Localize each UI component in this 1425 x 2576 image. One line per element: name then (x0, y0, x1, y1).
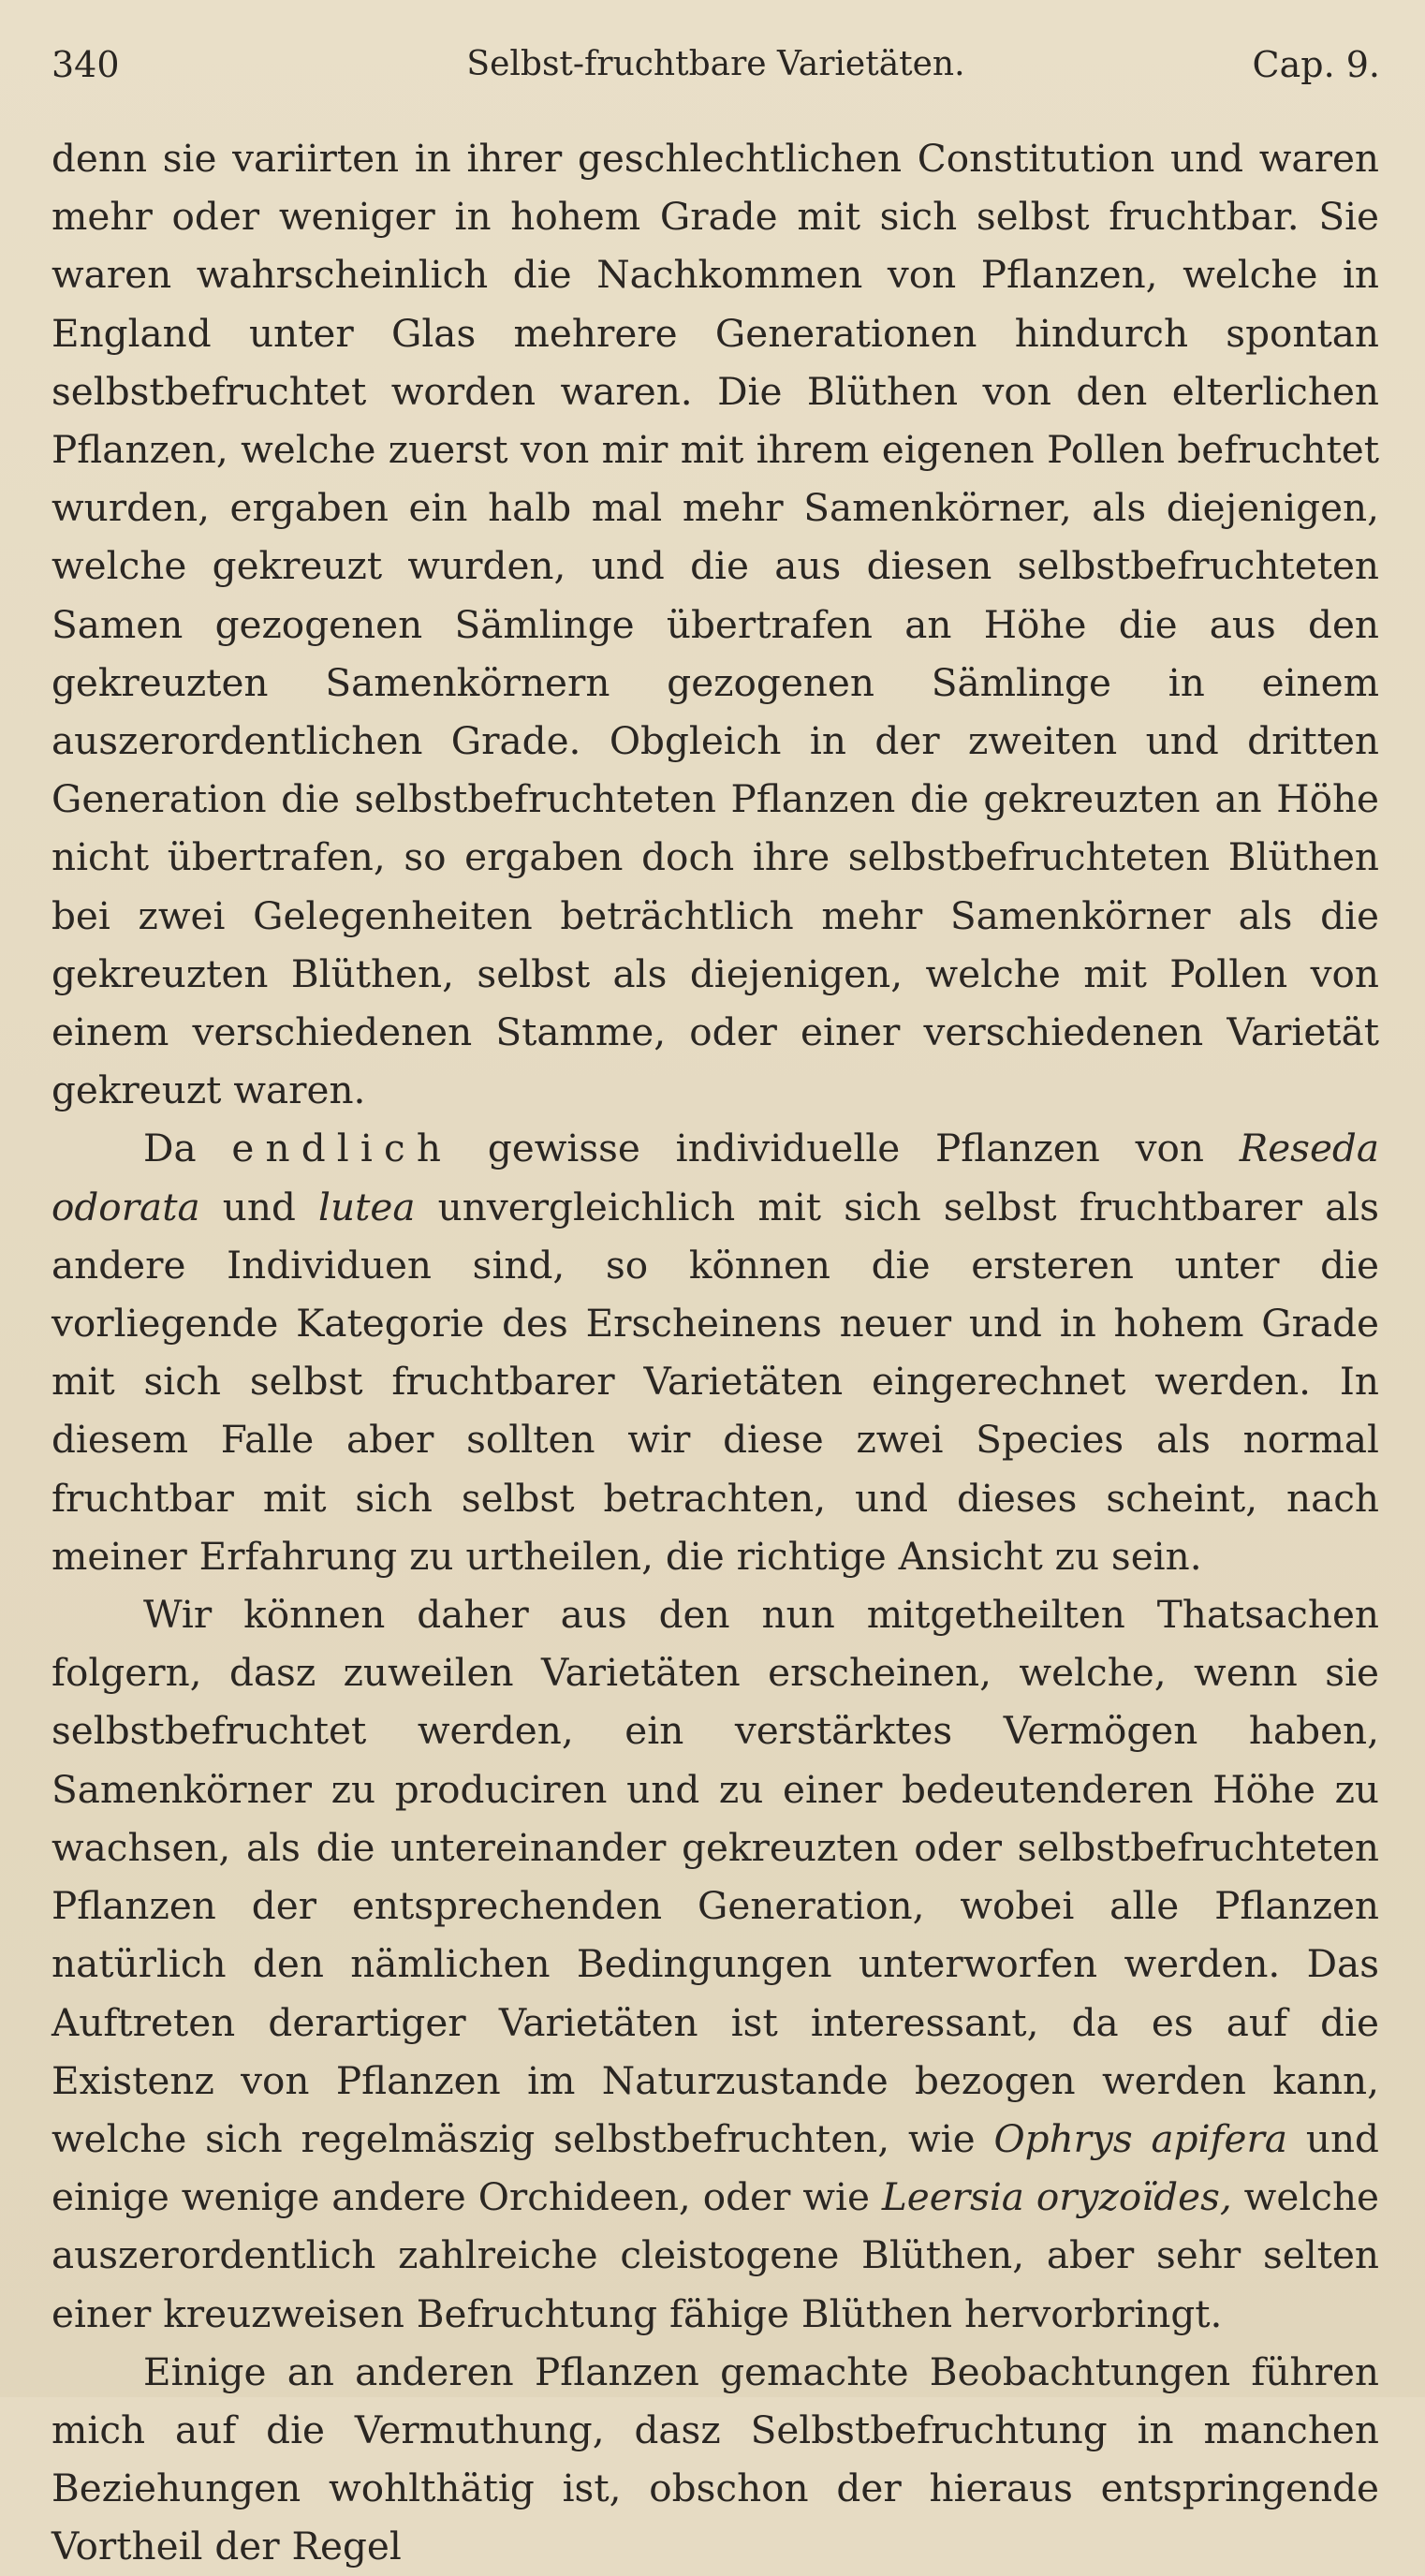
paragraph-1: denn sie variirten in ihrer geschlechtlichen Constitution und waren mehr oder weniger in hohem Grade mit sich selbst fruchtbar. Sie waren wahrscheinlich die Nachkommen von Pflanzen, welche in England unter Glas mehrere Generationen hindurch spontan selbstbefruchtet worden waren. Die Blüthen von den elterlichen Pflanzen, welche zuerst von mir mit ihrem eigenen Pollen befruchtet wurden, ergaben ein halb mal mehr Samenkörner, als diejenigen, welche gekreuzt wurden, und die aus diesen selbstbefruchteten Samen gezogenen Sämlinge übertrafen an Höhe die aus den gekreuzten Samenkörnern gezogenen Sämlinge in einem auszerordentlichen Grade. Obgleich in der zweiten und dritten Generation die selbstbefruchteten Pflanzen die gekreuzten an Höhe nicht übertrafen, so ergaben doch ihre selbstbefruchteten Blüthen bei zwei Gelegenheiten beträchtlich mehr Samenkörner als die gekreuzten Blüthen, selbst als diejenigen, welche mit Pollen von einem verschiedenen Stamme, oder einer verschiedenen Varietät gekreuzt waren. (51, 136, 1379, 1113)
species-name: Reseda odorata (51, 1126, 1379, 1229)
paragraph-4: Einige an anderen Pflanzen gemachte Beobachtungen führen mich auf die Vermuthung, dasz Selbstbefruchtung in manchen Beziehungen wohlthätig ist, obschon der hieraus entspringende Vortheil der Regel (51, 2348, 1379, 2569)
running-header (51, 41, 1380, 88)
emphasized-word: endlich (231, 1126, 453, 1171)
text-run: welche auszerordentlich zahlreiche cleistogene Blüthen, aber sehr selten einer kreuzweisen Befruchtung fähige Blüthen hervorbringt. (51, 2174, 1379, 2336)
text-run: Da (143, 1126, 232, 1171)
body-text (51, 129, 1379, 2576)
species-name: lutea (318, 1184, 416, 1229)
text-run: unvergleichlich mit sich selbst fruchtbarer als andere Individuen sind, so können die ersteren unter die vorliegende Kategorie des Erscheinens neuer und in hohem Grade mit sich selbst fruchtbarer Varietäten eingerechnet werden. In diesem Falle aber sollten wir diese zwei Species als normal fruchtbar mit sich selbst betrachten, und dieses scheint, nach meiner Erfahrung zu urtheilen, die richtige Ansicht zu sein. (51, 1184, 1380, 1579)
text-run: Wir können daher aus den nun mitgetheilten Thatsachen folgern, dasz zuweilen Varietäten erscheinen, welche, wenn sie selbstbefruchtet werden, ein verstärktes Vermögen haben, Samenkörner zu produciren und zu einer bedeutenderen Höhe zu wachsen, als die untereinander gekreuzten oder selbstbefruchteten Pflanzen der entsprechenden Generation, wobei alle Pflanzen natürlich den nämlichen Bedingungen unterworfen werden. Das Auftreten derartiger Varietäten ist interessant, da es auf die Existenz von Pflanzen im Naturzustande bezogen werden kann, welche sich regelmäszig selbstbefruchten, wie (51, 1592, 1379, 2161)
species-name: Ophrys apifera (993, 2115, 1288, 2161)
page-number: 340 (51, 44, 120, 85)
running-title: Selbst-fruchtbare Varietäten. (466, 45, 965, 83)
species-name: Leersia oryzoïdes, (881, 2174, 1232, 2220)
text-run: und einige wenige andere Orchideen, oder wie (51, 2115, 1379, 2220)
text-run: und (199, 1184, 319, 1229)
paragraph-2 (51, 1119, 1379, 1585)
chapter-label: Cap. 9. (1252, 44, 1380, 85)
text-run: gewisse individuelle Pflanzen von (452, 1126, 1240, 1171)
paragraph-3 (51, 1585, 1379, 2343)
